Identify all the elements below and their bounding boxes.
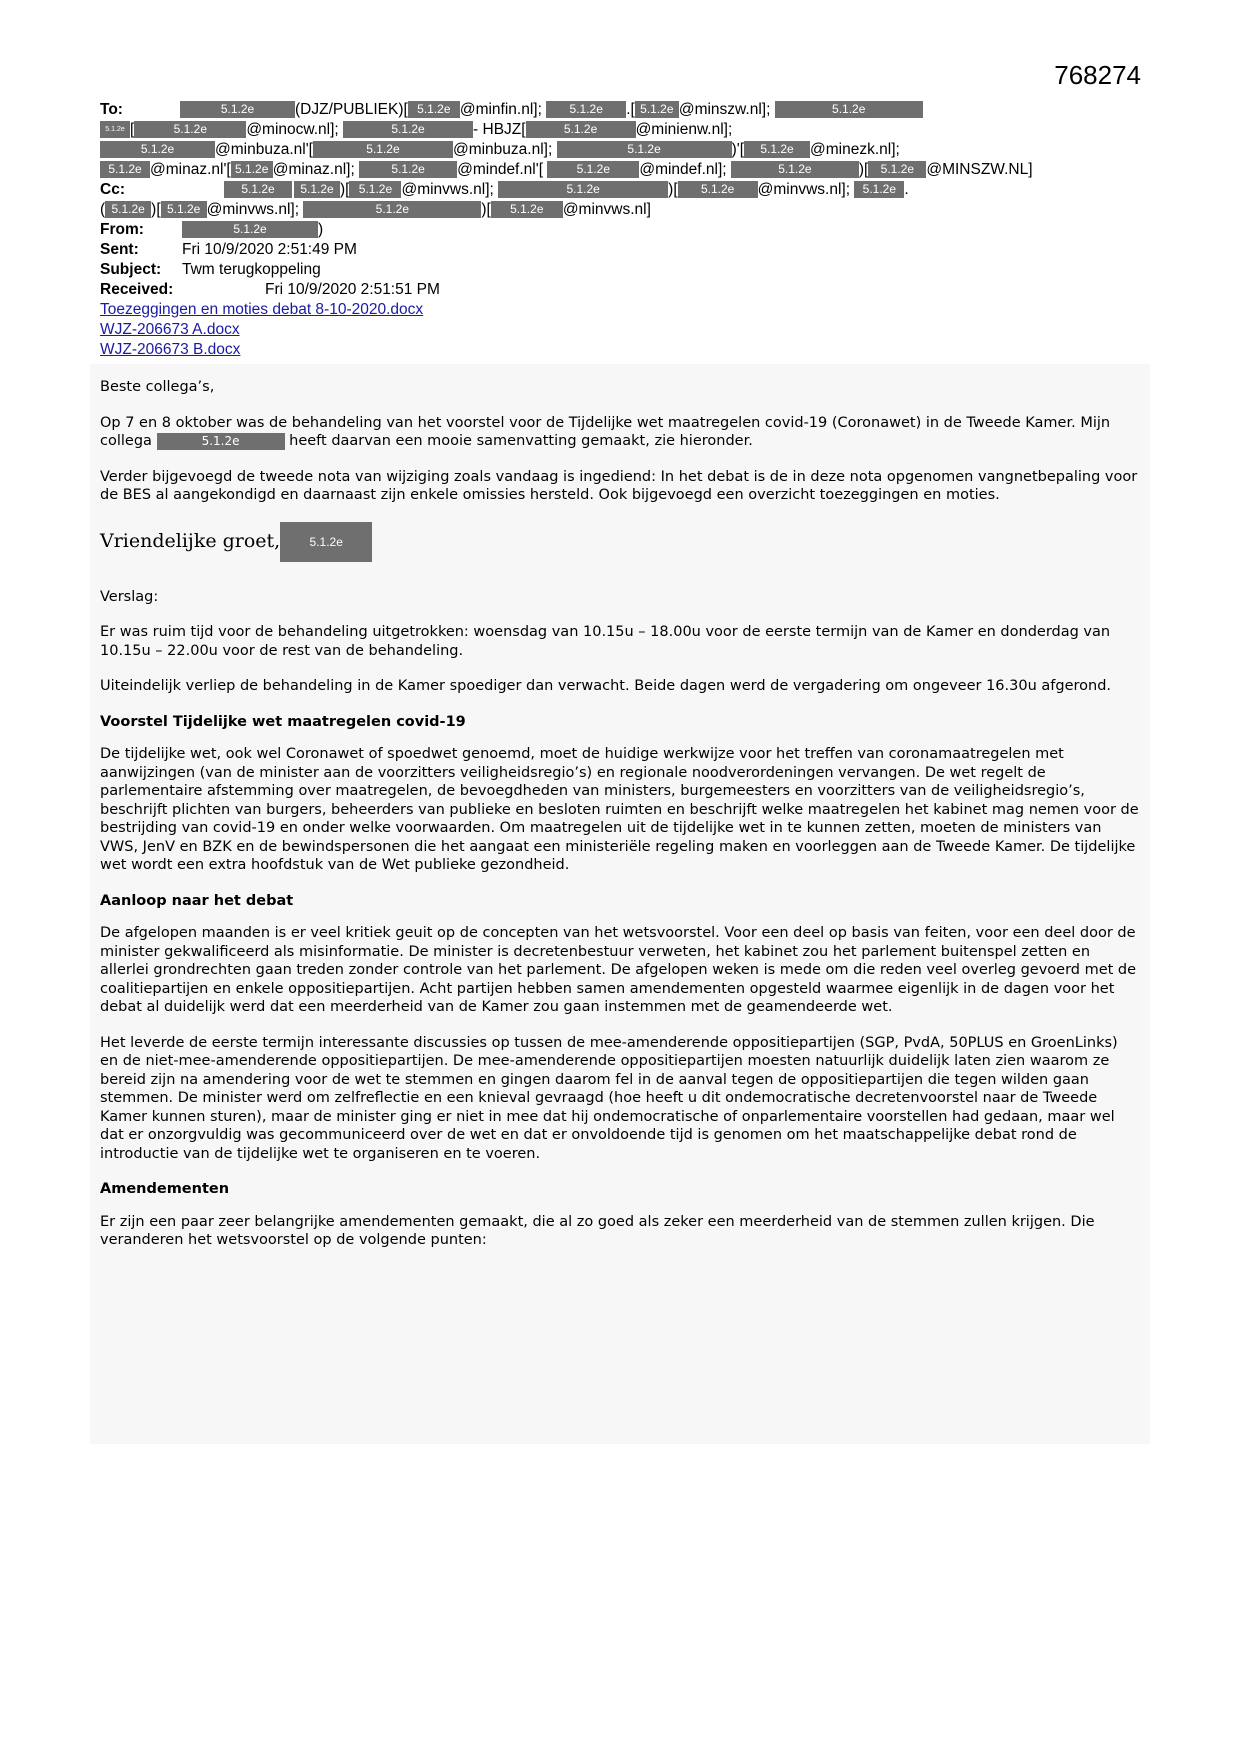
closing: Vriendelijke groet, 5.1.2e: [100, 522, 1140, 562]
redaction: 5.1.2e: [100, 161, 150, 178]
verslag-paragraph-2: Uiteindelijk verliep de behandeling in de Kamer spoediger dan verwacht. Beide dagen werd de vergadering om ongeveer 16.30u afgerond.: [100, 678, 1112, 694]
sent-value: Fri 10/9/2020 2:51:49 PM: [182, 241, 357, 258]
redaction: 5.1.2e: [343, 121, 473, 138]
verslag-label: Verslag:: [100, 588, 159, 605]
redaction: 5.1.2e: [868, 161, 926, 178]
redaction: 5.1.2e: [134, 121, 246, 138]
verslag-paragraph-1: Er was ruim tijd voor de behandeling uitgetrokken: woensdag van 10.15u – 18.00u voor de eerste termijn van de Kamer en donderdag van 10.15u – 22.00u voor de rest van de behandeling.: [100, 624, 1111, 659]
from-line: From: 5.1.2e ): [100, 221, 324, 238]
redaction: 5.1.2e: [294, 181, 340, 198]
redaction: 5.1.2e: [157, 433, 285, 450]
to-line-4: 5.1.2e @minaz.nl'[ 5.1.2e @minaz.nl]; 5.1.2e @mindef.nl'[ 5.1.2e @mindef.nl]; 5.1.2e )[ 5.1.2e @MINSZW.NL]: [100, 160, 1140, 180]
document-number: 768274: [1054, 60, 1141, 90]
redaction: 5.1.2e: [313, 141, 453, 158]
section-paragraph: De afgelopen maanden is er veel kritiek geuit op de concepten van het wetsvoorstel. Voor een deel op basis van feiten, voor een deel door de minister gekwalificeerd als misinformatie. De minister is decretenbestuur verweten, het kabinet zou het parlement buitenspel zetten en allerlei grondrechten gaan treden zonder controle van het parlement. De afgelopen weken is mede om die reden veel overleg gevoerd met de coalitiepartijen en enkele oppositiepartijen. Acht partijen hebben samen amendementen opgesteld waarmee eigenlijk in de dagen voor het debat al duidelijk werd dat een meerderheid van de Kamer zou gaan instemmen met de geamendeerde wet.: [100, 925, 1137, 1015]
redaction: 5.1.2e: [105, 201, 151, 218]
subject-line: [100, 260, 1140, 280]
section-paragraph: Er zijn een paar zeer belangrijke amendementen gemaakt, die al zo goed als zeker een meerderheid van de stemmen zullen krijgen. Die veranderen het wetsvoorstel op de volgende punten:: [100, 1213, 1095, 1248]
redaction: 5.1.2e: [744, 141, 810, 158]
intro-paragraph-1: Op 7 en 8 oktober was de behandeling van het voorstel voor de Tijdelijke wet maatregelen covid-19 (Coronawet) in de Tweede Kamer. Mijn collega 5.1.2e heeft daarvan een mooie samenvatting gemaakt, zie hieronder.: [100, 414, 1111, 449]
redaction: 5.1.2e: [100, 121, 130, 138]
redaction: 5.1.2e: [635, 101, 679, 118]
sent-line: [100, 240, 1140, 260]
redaction: 5.1.2e: [498, 181, 668, 198]
email-header: [100, 100, 1140, 360]
redaction: 5.1.2e: [678, 181, 758, 198]
to-line-2: 5.1.2e [ 5.1.2e @minocw.nl]; 5.1.2e - HBJZ[ 5.1.2e @minienw.nl];: [100, 120, 1140, 140]
cc-line-1: Cc: 5.1.2e 5.1.2e )[ 5.1.2e @minvws.nl]; 5.1.2e )[ 5.1.2e @minvws.nl]; 5.1.2e .: [100, 181, 909, 198]
attachment-link[interactable]: Toezeggingen en moties debat 8-10-2020.docx: [100, 301, 424, 318]
redaction: 5.1.2e: [100, 141, 215, 158]
to-line-3: 5.1.2e @minbuza.nl'[ 5.1.2e @minbuza.nl]; 5.1.2e )'[ 5.1.2e @minezk.nl];: [100, 140, 1140, 160]
cc-line-2: ( 5.1.2e )[ 5.1.2e @minvws.nl]; 5.1.2e )[ 5.1.2e @minvws.nl]: [100, 201, 651, 218]
received-value: Fri 10/9/2020 2:51:51 PM: [265, 281, 440, 298]
email-body: [90, 364, 1150, 1444]
redaction: 5.1.2e: [526, 121, 636, 138]
attachment-link[interactable]: WJZ-206673 A.docx: [100, 321, 240, 338]
redaction: 5.1.2e: [546, 101, 626, 118]
redaction: 5.1.2e: [224, 181, 292, 198]
redaction: 5.1.2e: [349, 181, 401, 198]
to-label: To:: [100, 101, 123, 118]
section-heading: Amendementen: [100, 1181, 230, 1197]
cc-label: Cc:: [100, 181, 125, 198]
to-line-1: To: 5.1.2e (DJZ/PUBLIEK)[ 5.1.2e @minfin.nl]; 5.1.2e .[ 5.1.2e @minszw.nl]; 5.1.2e: [100, 100, 1140, 120]
redaction: 5.1.2e: [731, 161, 859, 178]
redaction: 5.1.2e: [547, 161, 639, 178]
from-label: From:: [100, 221, 144, 238]
section-paragraph: Het leverde de eerste termijn interessante discussies op tussen de mee-amenderende oppositiepartijen (SGP, PvdA, 50PLUS en GroenLinks) en de niet-mee-amenderende oppositiepartijen. De mee-amenderende oppositiepartijen moesten natuurlijk duidelijk laten zien waarom ze bereid zijn na amendering voor de wet te stemmen en gingen daarom fel in de aanval tegen de oppositiepartijen die tegen wilden gaan stemmen. De minister werd om zelfreflectie en een knieval gevraagd (hoe heeft u dit ondemocratische decretenvoorstel naar de Tweede Kamer kunnen sturen), maar de minister ging er niet in mee dat hij ondemocratische of onparlementaire voorstellen had gedaan, maar wel dat er onzorgvuldig was gecommuniceerd over de wet en dat er onvoldoende tijd is genomen om het maatschappelijke debat rond de introductie van de tijdelijke wet te organiseren en te voeren.: [100, 1034, 1118, 1162]
section-heading: Voorstel Tijdelijke wet maatregelen covid-19: [100, 713, 466, 730]
redaction: 5.1.2e: [359, 161, 457, 178]
redaction: 5.1.2e: [231, 161, 273, 178]
redaction: 5.1.2e: [161, 201, 207, 218]
salutation: Beste collega’s,: [100, 379, 215, 395]
redaction: 5.1.2e: [280, 522, 372, 562]
redaction: 5.1.2e: [775, 101, 923, 118]
sent-label: Sent:: [100, 241, 139, 258]
received-line: [100, 280, 1140, 300]
redaction: 5.1.2e: [557, 141, 732, 158]
subject-value: Twm terugkoppeling: [182, 261, 321, 278]
redaction: 5.1.2e: [491, 201, 563, 218]
attachment-link[interactable]: WJZ-206673 B.docx: [100, 341, 241, 358]
intro-paragraph-2: Verder bijgevoegd de tweede nota van wijziging zoals vandaag is ingediend: In het debat is de in deze nota opgenomen vangnetbepaling voor de BES al aangekondigd en daarnaast zijn enkele omissies hersteld. Ook bijgevoegd een overzicht toezeggingen en moties.: [100, 468, 1138, 503]
redaction: 5.1.2e: [182, 221, 318, 238]
section-paragraph: De tijdelijke wet, ook wel Coronawet of spoedwet genoemd, moet de huidige werkwijze voor het treffen van coronamaatregelen met aanwijzingen (van de minister aan de voorzitters veiligheidsregio’s) en regionale noodverordeningen vervangen. De wet regelt de parlementaire afstemming over maatregelen, de bevoegdheden van ministers, burgemeesters en voorzitters van de veiligheidsregio’s, beschrijft plichten van burgers, beheerders van publieke en besloten ruimten en beschrijft welke maatregelen het kabinet mag nemen voor de bestrijding van covid-19 en onder welke voorwaarden. Om maatregelen uit de tijdelijke wet in te kunnen zetten, moeten de ministers van VWS, JenV en BZK en de bewindspersonen die het aangaat een ministeriële regeling maken en voorleggen aan de Tweede Kamer. De tijdelijke wet wordt een extra hoofdstuk van de Wet publieke gezondheid.: [100, 746, 1139, 873]
redaction: 5.1.2e: [303, 201, 481, 218]
received-label: Received:: [100, 281, 174, 298]
redaction: 5.1.2e: [180, 101, 295, 118]
redaction: 5.1.2e: [408, 101, 460, 118]
redaction: 5.1.2e: [854, 181, 904, 198]
section-heading: Aanloop naar het debat: [100, 892, 294, 909]
subject-label: Subject:: [100, 261, 162, 278]
